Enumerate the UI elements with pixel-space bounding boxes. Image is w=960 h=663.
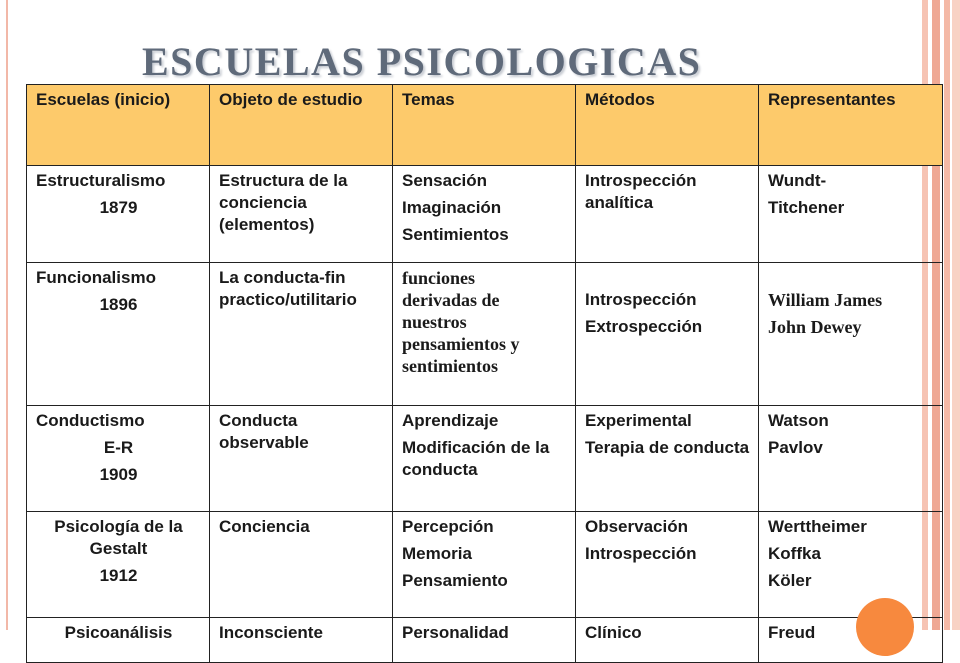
topic: nuestros — [402, 312, 467, 332]
left-decorative-rule — [6, 0, 8, 630]
cell-representantes — [759, 166, 943, 263]
cell-objeto: Inconsciente — [210, 618, 393, 663]
cell-metodos — [576, 406, 759, 512]
topic: Imaginación — [402, 198, 502, 217]
representative: Werttheimer — [768, 517, 867, 536]
school-year: 1879 — [99, 198, 138, 217]
school-name: Psicología de la Gestalt — [54, 517, 183, 558]
cell-metodos: Introspección analítica — [576, 166, 759, 263]
cell-temas — [393, 512, 576, 618]
topic: Sensación — [402, 171, 488, 190]
school-year: 1912 — [99, 566, 138, 585]
representative: Watson — [768, 411, 829, 430]
cell-representantes — [759, 618, 943, 663]
method: Experimental — [585, 411, 692, 430]
corner-dot-decoration — [856, 598, 914, 656]
slide-title: ESCUELAS PSICOLOGICAS — [142, 39, 702, 84]
topic: derivadas de — [402, 290, 500, 310]
table-row — [27, 406, 943, 512]
cell-temas — [393, 263, 576, 406]
table-row — [27, 512, 943, 618]
representative: Pavlov — [768, 438, 823, 457]
school-year: 1909 — [99, 465, 138, 484]
cell-objeto: Conducta observable — [210, 406, 393, 512]
table-header-row — [27, 85, 943, 166]
method: Introspección — [585, 544, 697, 563]
topic: funciones — [402, 268, 476, 288]
column-header-temas: Temas — [393, 85, 576, 166]
cell-escuela — [27, 263, 210, 406]
cell-escuela — [27, 512, 210, 618]
method: Observación — [585, 517, 688, 536]
topic: pensamientos y — [402, 334, 520, 354]
topic: Pensamiento — [402, 571, 508, 590]
school-name: Psicoanálisis — [64, 623, 173, 642]
topic: Memoria — [402, 544, 472, 563]
school-model: E-R — [103, 438, 134, 457]
representative: Wundt- — [768, 171, 827, 190]
cell-objeto: La conducta-fin practico/utilitario — [210, 263, 393, 406]
cell-temas — [393, 406, 576, 512]
topic: Percepción — [402, 517, 494, 536]
representative: Freud — [768, 623, 816, 642]
topic: Modificación de la conducta — [402, 438, 550, 479]
cell-escuela — [27, 618, 210, 663]
representative: Köler — [768, 571, 812, 590]
table-row — [27, 618, 943, 663]
cell-objeto: Estructura de la conciencia (elementos) — [210, 166, 393, 263]
cell-metodos — [576, 618, 759, 663]
cell-representantes — [759, 406, 943, 512]
school-name: Funcionalismo — [36, 268, 156, 287]
representative: John Dewey — [768, 317, 862, 337]
topic: Sentimientos — [402, 225, 509, 244]
right-decorative-stripe — [952, 0, 960, 630]
column-header-representantes: Representantes — [759, 85, 943, 166]
table-row — [27, 166, 943, 263]
school-year: 1896 — [99, 295, 138, 314]
school-name: Estructuralismo — [36, 171, 166, 190]
cell-escuela — [27, 406, 210, 512]
method: Clínico — [585, 623, 642, 642]
school-name: Conductismo — [36, 411, 145, 430]
right-decorative-stripe — [944, 0, 950, 630]
cell-representantes — [759, 263, 943, 406]
table-row — [27, 263, 943, 406]
column-header-escuelas: Escuelas (inicio) — [27, 85, 210, 166]
method: Introspección — [585, 290, 697, 309]
representative: Koffka — [768, 544, 821, 563]
cell-metodos — [576, 263, 759, 406]
representative: William James — [768, 290, 883, 310]
cell-temas — [393, 166, 576, 263]
column-header-objeto: Objeto de estudio — [210, 85, 393, 166]
schools-table — [26, 84, 943, 663]
representative: Titchener — [768, 198, 845, 217]
cell-temas — [393, 618, 576, 663]
cell-objeto: Conciencia — [210, 512, 393, 618]
topic: sentimientos — [402, 356, 498, 376]
cell-representantes — [759, 512, 943, 618]
topic: Aprendizaje — [402, 411, 499, 430]
cell-escuela — [27, 166, 210, 263]
cell-metodos — [576, 512, 759, 618]
method: Terapia de conducta — [585, 438, 750, 457]
method: Extrospección — [585, 317, 703, 336]
column-header-metodos: Métodos — [576, 85, 759, 166]
topic: Personalidad — [402, 623, 509, 642]
